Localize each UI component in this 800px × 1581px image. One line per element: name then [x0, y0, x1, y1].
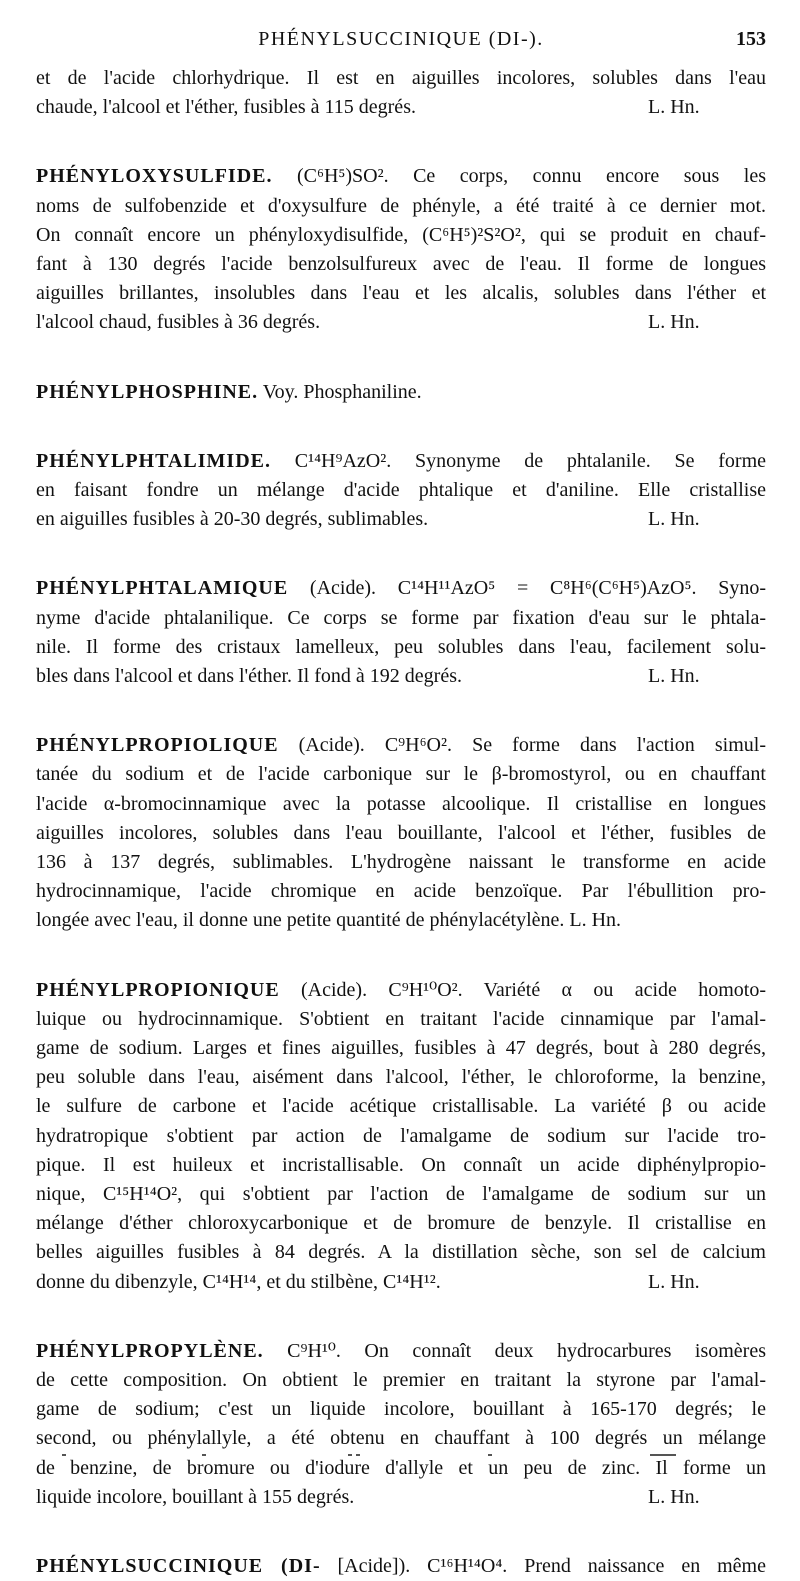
text-line	[36, 790, 766, 819]
line-text: On connaît encore un phényloxydisulfide, (C⁶H⁵)²S²O², qui se produit en chauf-	[36, 223, 766, 246]
entry-headword: PHÉNYLSUCCINIQUE (DI-	[36, 1555, 321, 1577]
text-line	[36, 1483, 766, 1512]
entry-headword: PHÉNYLPHTALIMIDE.	[36, 449, 271, 472]
ink-speck	[62, 1454, 66, 1456]
line-text: nile. Il forme des cristaux lamelleux, peu solubles dans l'eau, facilement solu-	[36, 635, 766, 658]
author-signature: L. Hn.	[648, 665, 700, 687]
author-signature: L. Hn.	[648, 1270, 700, 1293]
line-text: bles dans l'alcool et dans l'éther. Il fond à 192 degrés.	[36, 665, 462, 687]
entry-first-line	[36, 1552, 766, 1581]
text-line	[36, 192, 766, 221]
text-line	[36, 1180, 766, 1209]
line-text: l'acide α-bromocinnamique avec la potasse alcoolique. Il cristallise en longues	[36, 792, 766, 815]
line-text: mélange d'éther chloroxycarbonique et de bromure de benzyle. Il cristallise en	[36, 1212, 766, 1235]
text-line	[36, 1092, 766, 1121]
entry-first-line	[36, 731, 766, 760]
line-text: game de sodium; c'est un liquide incolore, bouillant à 165-170 degrés; le	[36, 1398, 766, 1421]
text-line	[36, 848, 766, 877]
text-line	[36, 1122, 766, 1151]
text-line	[36, 1366, 766, 1395]
line-text: l'alcool chaud, fusibles à 36 degrés.	[36, 311, 321, 334]
line-text: C¹⁴H⁹AzO². Synonyme de phtalanile. Se forme	[270, 449, 766, 472]
text-line	[36, 476, 766, 505]
line-text: (Acide). C⁹H⁶O². Se forme dans l'action simul-	[278, 734, 766, 757]
ink-speck	[202, 1454, 206, 1456]
line-text: longée avec l'eau, il donne une petite quantité de phénylacétylène. L. Hn.	[36, 909, 622, 932]
entry-headword: PHÉNYLPHOSPHINE.	[36, 380, 259, 403]
author-signature: L. Hn.	[648, 96, 700, 119]
line-text: liquide incolore, bouillant à 155 degrés.	[36, 1485, 355, 1508]
line-text: chaude, l'alcool et l'éther, fusibles à 115 degrés.	[36, 96, 416, 119]
line-text: de benzine, de bromure ou d'iodure d'allyle et un peu de zinc. Il forme un	[36, 1456, 766, 1479]
line-text: peu soluble dans l'eau, aisément dans l'alcool, l'éther, le chloroforme, la benzine,	[36, 1066, 766, 1089]
line-text: nique, C¹⁵H¹⁴O², qui s'obtient par l'action de l'amalgame de sodium sur un	[36, 1183, 766, 1205]
running-title: PHÉNYLSUCCINIQUE (DI-).	[258, 28, 544, 50]
text-line	[36, 1063, 766, 1092]
line-text: pique. Il est huileux et incristallisable. On connaît un acide diphénylpropio-	[36, 1153, 766, 1176]
text-line	[36, 279, 766, 308]
line-text: donne du dibenzyle, C¹⁴H¹⁴, et du stilbène, C¹⁴H¹².	[36, 1270, 441, 1293]
text-line	[36, 250, 766, 279]
line-text: et de l'acide chlorhydrique. Il est en aiguilles incolores, solubles dans l'eau	[36, 67, 766, 89]
line-text: tanée du sodium et de l'acide carbonique sur le β-bromostyrol, ou en chauffant	[36, 763, 766, 786]
entry-headword: PHÉNYLOXYSULFIDE.	[36, 165, 273, 188]
ink-speck	[650, 1454, 676, 1456]
text-line	[36, 819, 766, 848]
text-line	[36, 906, 766, 935]
line-text: 136 à 137 degrés, sublimables. L'hydrogène naissant le transforme en acide	[36, 851, 766, 873]
text-line	[36, 1424, 766, 1453]
text-line	[36, 1238, 766, 1267]
text-line	[36, 64, 766, 93]
line-text: game de sodium. Larges et fines aiguilles, fusibles à 47 degrés, bout à 280 degrés,	[36, 1037, 766, 1059]
entry-first-line	[36, 447, 766, 476]
line-text: aiguilles brillantes, insolubles dans l'eau et les alcalis, solubles dans l'éther et	[36, 282, 766, 305]
text-line	[36, 1209, 766, 1238]
author-signature: L. Hn.	[648, 1485, 700, 1508]
ink-speck	[348, 1454, 352, 1456]
text-line	[36, 633, 766, 662]
text-line	[36, 221, 766, 250]
line-text: (C⁶H⁵)SO². Ce corps, connu encore sous les	[272, 165, 766, 188]
text-line	[36, 1151, 766, 1180]
ink-speck	[488, 1454, 492, 1456]
line-text: aiguilles incolores, solubles dans l'eau bouillante, l'alcool et l'éther, fusibles de	[36, 821, 766, 844]
line-text: belles aiguilles fusibles à 84 degrés. A la distillation sèche, son sel de calcium	[36, 1241, 766, 1264]
line-text: Voy. Phosphaniline.	[258, 380, 422, 403]
line-text: (Acide). C¹⁴H¹¹AzO⁵ = C⁸H⁶(C⁶H⁵)AzO⁵. Syno-	[288, 577, 766, 600]
author-signature: L. Hn.	[648, 311, 700, 334]
entry-headword: PHÉNYLPROPYLÈNE.	[36, 1339, 264, 1362]
line-text: nyme d'acide phtalanilique. Ce corps se forme par fixation d'eau sur le phtala-	[36, 606, 766, 629]
text-line	[36, 308, 766, 337]
entry-headword: PHÉNYLPHTALAMIQUE	[36, 577, 289, 600]
line-text: hydratropique s'obtient par action de l'amalgame de sodium sur l'acide tro-	[36, 1124, 766, 1147]
line-text: fant à 130 degrés l'acide benzolsulfureux avec de l'eau. Il forme de longues	[36, 253, 766, 275]
page-header	[36, 28, 766, 58]
text-line	[36, 1034, 766, 1063]
entry-first-line	[36, 1337, 766, 1366]
line-text: [Acide]). C¹⁶H¹⁴O⁴. Prend naissance en même	[320, 1555, 766, 1577]
line-text: en faisant fondre un mélange d'acide phtalique et d'aniline. Elle cristallise	[36, 479, 766, 501]
line-text: de cette composition. On obtient le premier en traitant la styrone par l'amal-	[36, 1369, 766, 1391]
page-number: 153	[736, 28, 766, 50]
line-text: luique ou hydrocinnamique. S'obtient en traitant l'acide cinnamique par l'amal-	[36, 1007, 766, 1030]
text-line	[36, 505, 766, 534]
entry-first-line	[36, 574, 766, 603]
text-line	[36, 604, 766, 633]
text-line	[36, 1268, 766, 1297]
line-text: hydrocinnamique, l'acide chromique en acide benzoïque. Par l'ébullition pro-	[36, 880, 766, 903]
entry-first-line	[36, 378, 766, 407]
line-text: (Acide). C⁹H¹⁰O². Variété α ou acide homoto-	[279, 978, 766, 1001]
entry-headword: PHÉNYLPROPIONIQUE	[36, 978, 280, 1001]
text-line	[36, 877, 766, 906]
bottom-specks	[0, 1454, 800, 1460]
entry-headword: PHÉNYLPROPIOLIQUE	[36, 734, 279, 757]
text-line	[36, 760, 766, 789]
author-signature: L. Hn.	[648, 508, 700, 531]
text-line	[36, 1395, 766, 1424]
text-line	[36, 93, 766, 122]
line-text: C⁹H¹⁰. On connaît deux hydrocarbures isomères	[263, 1339, 766, 1362]
line-text: en aiguilles fusibles à 20-30 degrés, sublimables.	[36, 508, 429, 531]
line-text: second, ou phénylallyle, a été obtenu en chauffant à 100 degrés un mélange	[36, 1427, 766, 1450]
text-line	[36, 662, 766, 691]
ink-speck	[356, 1454, 360, 1456]
line-text: noms de sulfobenzide et d'oxysulfure de phényle, a été traité à ce dernier mot.	[36, 194, 766, 217]
entry-first-line	[36, 162, 766, 191]
line-text: le sulfure de carbone et l'acide acétique cristallisable. La variété β ou acide	[36, 1095, 766, 1118]
entry-first-line	[36, 976, 766, 1005]
text-line	[36, 1005, 766, 1034]
